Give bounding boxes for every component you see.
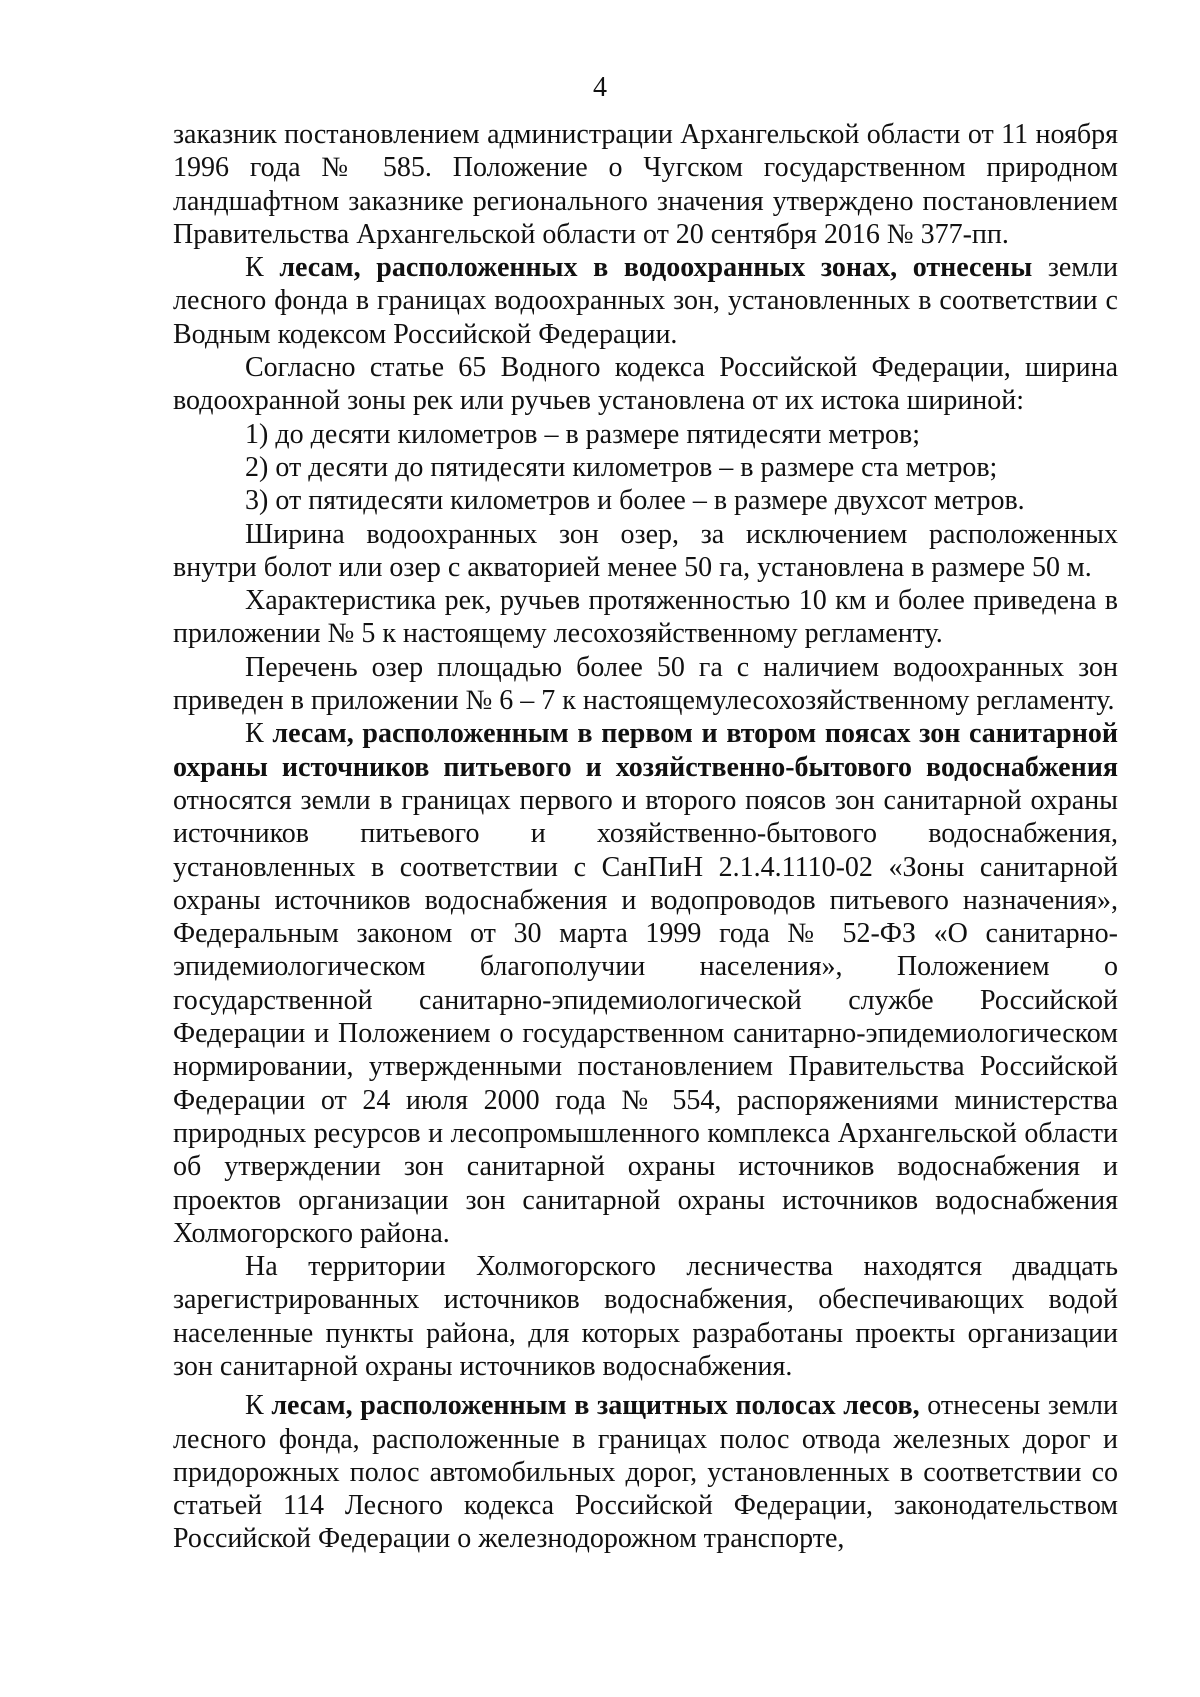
paragraph-protective-strips xyxy=(173,1389,1118,1555)
paragraph-water-protection-zones xyxy=(173,251,1118,351)
paragraph-text: относятся земли в границах первого и второго поясов зон санитарной охраны источников питьевого и хозяйственно-бытового водоснабжения, установленных в соответствии с СанПиН 2.1.4.1110-02 «Зоны санитарной охраны источников водоснабжения и водопроводов питьевого назначения», Федеральным законом от 30 марта 1999 года № 52-ФЗ «О санитарно-эпидемиологическом благополучии населения», Положением о государственной санитарно-эпидемиологической службе Российской Федерации и Положением о государственном санитарно-эпидемиологическом нормировании, утвержденными постановлением Правительства Российской Федерации от 24 июля 2000 года № 554, распоряжениями министерства природных ресурсов и лесопромышленного комплекса Архангельской области об утверждении зон санитарной охраны источников водоснабжения и проектов организации зон санитарной охраны источников водоснабжения Холмогорского района. xyxy=(173,784,1118,1249)
list-item: 2) от десяти до пятидесяти километров – в размере ста метров; xyxy=(245,451,998,483)
page-number: 4 xyxy=(593,72,607,103)
paragraph-lead: К xyxy=(245,252,280,284)
list-item: 1) до десяти километров – в размере пятидесяти метров; xyxy=(245,418,921,450)
paragraph-lead: К xyxy=(245,1390,272,1422)
bold-term: лесам, расположенным в первом и втором поясах зон санитарной охраны источников питьевого и хозяйственно-бытового водоснабжения xyxy=(173,718,1118,783)
bold-term: лесам, расположенным в защитных полосах лесов, xyxy=(271,1390,920,1422)
paragraph-continuation: заказник постановлением администрации Архангельской области от 11 ноября 1996 года № 585. Положение о Чугском государственном природном ландшафтном заказнике регионального значения утверждено постановлением Правительства Архангельской области от 20 сентября 2016 № 377-пп. xyxy=(173,119,1118,250)
paragraph-article-65: Согласно статье 65 Водного кодекса Российской Федерации, ширина водоохранной зоны рек или ручьев установлена от их истока шириной: xyxy=(173,352,1118,417)
paragraph-rivers-appendix: Характеристика рек, ручьев протяженностью 10 км и более приведена в приложении № 5 к настоящему лесохозяйственному регламенту. xyxy=(173,585,1118,650)
paragraph-lead: К xyxy=(245,718,273,750)
document-body xyxy=(173,118,1118,1556)
paragraph-sanitary-zones xyxy=(173,717,1118,1250)
bold-term: лесам, расположенных в водоохранных зонах, отнесены xyxy=(279,252,1033,284)
paragraph-text: земли лесного фонда в границах водоохранных зон, установленных в соответствии с Водным кодексом Российской Федерации. xyxy=(173,252,1118,350)
paragraph-water-sources: На территории Холмогорского лесничества находятся двадцать зарегистрированных источников водоснабжения, обеспечивающих водой населенные пункты района, для которых разработаны проекты организации зон санитарной охраны источников водоснабжения. xyxy=(173,1251,1118,1382)
paragraph-lakes-appendix: Перечень озер площадью более 50 га с наличием водоохранных зон приведен в приложении № 6 – 7 к настоящемулесохозяйственному регламенту. xyxy=(173,651,1118,717)
paragraph-lake-zones: Ширина водоохранных зон озер, за исключением расположенных внутри болот или озер с акваторией менее 50 га, установлена в размере 50 м. xyxy=(173,518,1118,583)
list-item: 3) от пятидесяти километров и более – в размере двухсот метров. xyxy=(245,485,1025,517)
paragraph-text: отнесены земли лесного фонда, расположенные в границах полос отвода железных дорог и придорожных полос автомобильных дорог, установленных в соответствии со статьей 114 Лесного кодекса Российской Федерации, законодательством Российской Федерации о железнодорожном транспорте, xyxy=(173,1390,1118,1555)
